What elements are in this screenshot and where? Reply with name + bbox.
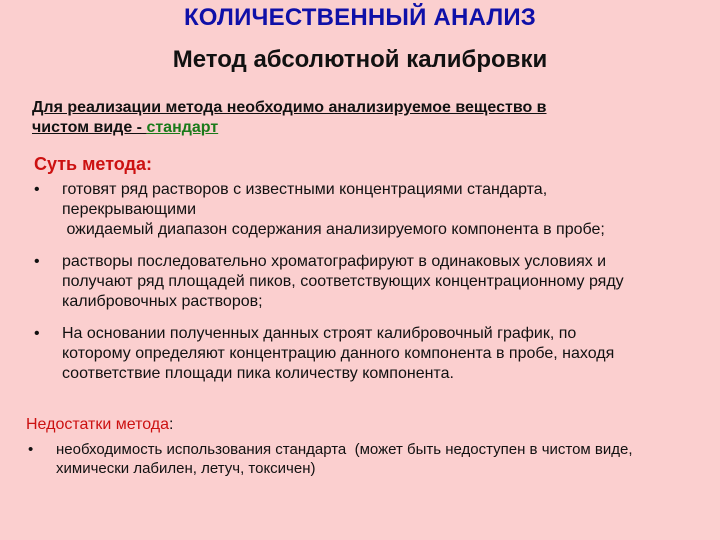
list-item bbox=[34, 180, 704, 240]
list-item-line: химически лабилен, летуч, токсичен) bbox=[56, 460, 316, 477]
list-item-line: получают ряд площадей пиков, соответствующих концентрационному ряду bbox=[62, 273, 624, 290]
list-item-line: растворы последовательно хроматографируют в одинаковых условиях и bbox=[62, 253, 607, 270]
essence-bullet-list bbox=[34, 180, 704, 396]
list-item-line: ожидаемый диапазон содержания анализируемого компонента в пробе; bbox=[62, 221, 605, 238]
list-item bbox=[34, 324, 704, 384]
list-item-line: На основании полученных данных строят калибровочный график, по bbox=[62, 325, 577, 342]
list-item bbox=[34, 252, 704, 312]
list-item-line: которому определяют концентрацию данного компонента в пробе, находя bbox=[62, 345, 615, 362]
list-item-text bbox=[62, 324, 704, 384]
list-item-text bbox=[62, 180, 704, 240]
list-item-line: калибровочных растворов; bbox=[62, 293, 263, 310]
slide-subtitle: Метод абсолютной калибровки bbox=[172, 46, 548, 73]
bullet-marker: • bbox=[28, 441, 34, 458]
intro-line-2 bbox=[32, 118, 692, 138]
bullet-marker: • bbox=[34, 181, 40, 198]
bullet-marker: • bbox=[34, 253, 40, 270]
drawbacks-list bbox=[28, 440, 708, 490]
list-item-line: готовят ряд растворов с известными концентрациями стандарта, bbox=[62, 181, 548, 198]
bullet-marker: • bbox=[34, 325, 40, 342]
intro-line-1: Для реализации метода необходимо анализируемое вещество в bbox=[32, 99, 547, 116]
list-item bbox=[28, 440, 708, 478]
list-item-text bbox=[62, 252, 704, 312]
list-item-line: необходимость использования стандарта (может быть недоступен в чистом виде, bbox=[56, 441, 633, 458]
essence-heading: Суть метода: bbox=[34, 154, 152, 174]
intro-standard-term: стандарт bbox=[146, 119, 219, 136]
list-item-line: перекрывающими bbox=[62, 201, 197, 218]
list-item-text bbox=[56, 440, 708, 478]
list-item-line: соответствие площади пика количеству компонента. bbox=[62, 365, 454, 382]
intro-line-2-prefix: чистом виде - bbox=[32, 119, 147, 136]
drawbacks-heading bbox=[26, 416, 174, 434]
slide-title: КОЛИЧЕСТВЕННЫЙ АНАЛИЗ bbox=[183, 4, 537, 31]
drawbacks-heading-colon: : bbox=[169, 416, 174, 433]
intro-paragraph bbox=[32, 98, 692, 138]
drawbacks-heading-text: Недостатки метода bbox=[26, 416, 170, 433]
